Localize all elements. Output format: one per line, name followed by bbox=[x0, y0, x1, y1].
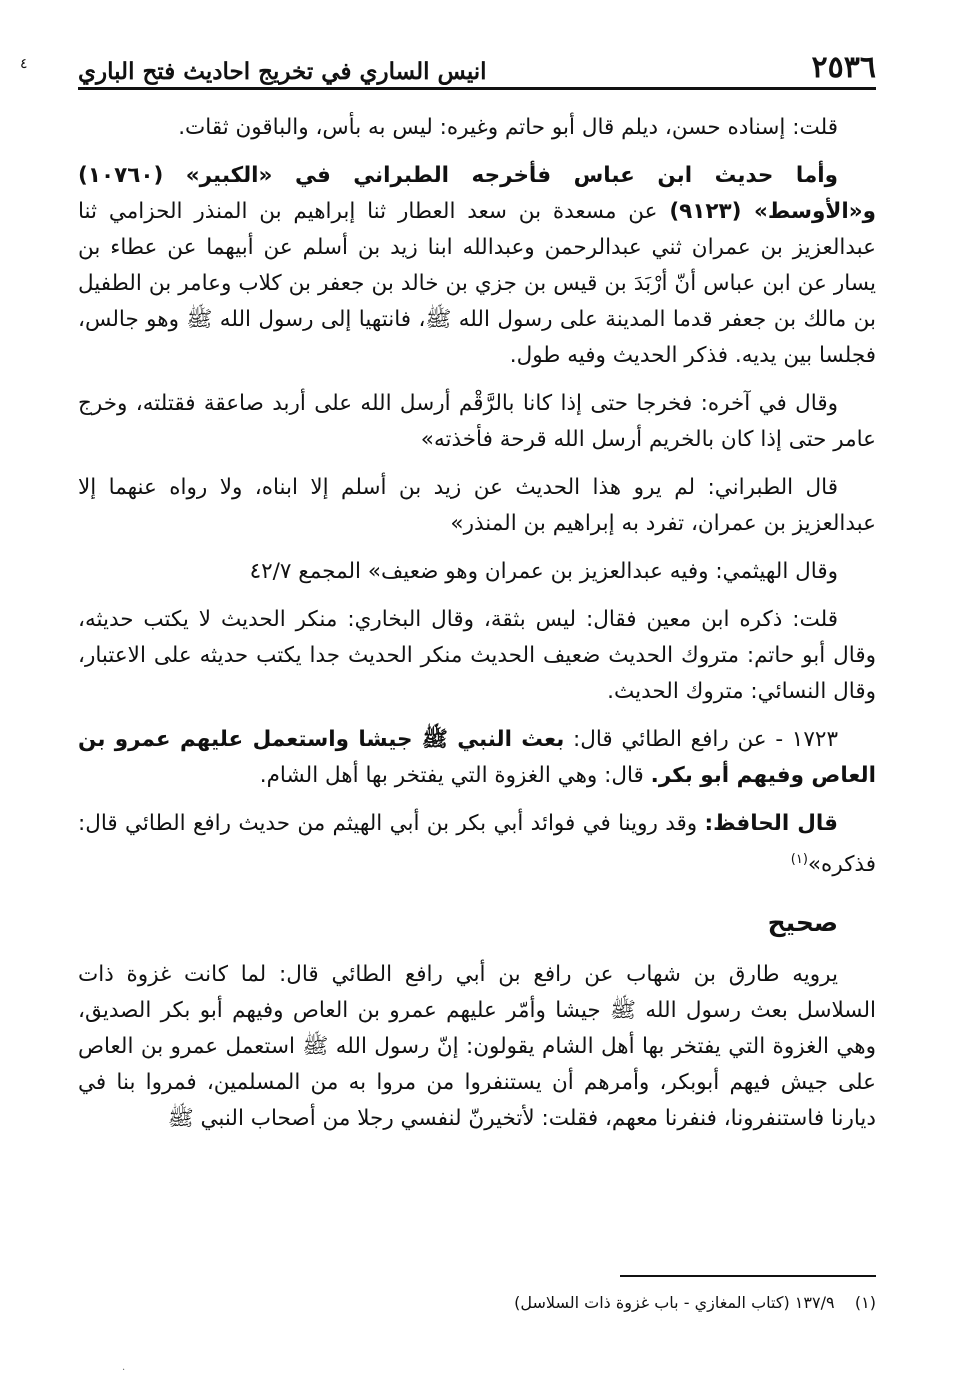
paragraph-1 bbox=[78, 110, 876, 146]
footnote-marker: (١) bbox=[854, 1293, 876, 1312]
paragraph-3 bbox=[78, 386, 876, 458]
paragraph-1-text: قلت: إسناده حسن، ديلم قال أبو حاتم وغيره: ليس به بأس، والباقون ثقات. bbox=[178, 115, 838, 140]
paragraph-after-1-text: يرويه طارق بن شهاب عن رافع بن أبي رافع الطائي قال: لما كانت غزوة ذات السلاسل بعث رسول الله ﷺ جيشا وأمّر عليهم عمرو بن العاص وفيهم أبو بكر الصديق، وهي الغزوة التي يفتخر بها أهل الشام يقولون: إنّ رسول الله ﷺ استعمل عمرو بن العاص على جيش فيهم أبوبكر، وأمرهم أن يستنفروا من مروا به من المسلمين، فمروا بنا في ديارنا فاستنفرونا، فنفرنا معهم، فقلت: لأتخيرنّ لنفسي رجلا من أصحاب النبي ﷺ bbox=[78, 962, 876, 1132]
paragraph-2 bbox=[78, 158, 876, 374]
paragraph-5 bbox=[78, 554, 876, 590]
footnote-ref-number: ١٣٧/٩ bbox=[794, 1293, 835, 1312]
page-number: ٢٥٣٦ bbox=[811, 50, 876, 85]
hadith-matn: بعث النبي ﷺ جيشا واستعمل عليهم عمرو بن العاص وفيهم أبو بكر. bbox=[78, 727, 876, 788]
paragraph-2-bold: وأما حديث ابن عباس فأخرجه الطبراني في «الكبير» (١٠٧٦٠) و«الأوسط» (٩١٢٣) bbox=[78, 163, 876, 224]
paragraph-6-text: قلت: ذكره ابن معين فقال: ليس بثقة، وقال البخاري: منكر الحديث لا يكتب حديثه، وقال أبو حاتم: متروك الحديث ضعيف الحديث منكر الحديث جدا يكتب حديثه على الاعتبار، وقال النسائي: متروك الحديث. bbox=[78, 607, 876, 704]
hafiz-label: قال الحافظ: bbox=[704, 811, 838, 836]
hadith-number-text: ١٧٢٣ - عن رافع الطائي قال: bbox=[564, 727, 838, 752]
paragraph-2-text: عن مسعدة بن سعد العطار ثنا إبراهيم بن المنذر الحزامي ثنا عبدالعزيز بن عمران ثني عبدالرحمن وعبدالله ابنا زيد بن أسلم عن أبيهما عن عطاء بن يسار عن ابن عباس أنّ أرْبَدَ بن قيس بن جزي بن خالد بن جعفر بن كلاب وعامر بن الطفيل بن مالك بن جعفر قدما المدينة على رسول الله ﷺ، فانتهيا إلى رسول الله ﷺ وهو جالس، فجلسا بين يديه. فذكر الحديث وفيه طول. bbox=[78, 199, 876, 368]
footnote-ref: (١) bbox=[790, 852, 808, 867]
footnote-divider bbox=[620, 1275, 876, 1277]
page-speck: . bbox=[122, 1362, 126, 1373]
page-body bbox=[78, 110, 876, 1149]
paragraph-5-text: وقال الهيثمي: وفيه عبدالعزيز بن عمران وهو ضعيف» المجمع ٤٢/٧ bbox=[249, 559, 838, 584]
section-heading: صحيح bbox=[767, 908, 838, 938]
footnote-text: (كتاب المغازي - باب غزوة ذات السلاسل) bbox=[514, 1293, 790, 1312]
running-title: انيس الساري في تخريج احاديث فتح الباري bbox=[78, 58, 487, 85]
page-header bbox=[78, 40, 876, 90]
footnote bbox=[200, 1290, 876, 1316]
hafiz-text: وقد روينا في فوائد أبي بكر بن أبي الهيثم من حديث رافع الطائي قال: فذكره» bbox=[78, 811, 876, 878]
paragraph-4 bbox=[78, 470, 876, 542]
edge-mark: ٤ bbox=[20, 56, 28, 72]
paragraph-4-text: قال الطبراني: لم يرو هذا الحديث عن زيد بن أسلم إلا ابناه، ولا رواه عنهما إلا عبدالعزيز بن عمران، تفرد به إبراهيم بن المنذر» bbox=[78, 475, 876, 536]
paragraph-after-1 bbox=[78, 957, 876, 1137]
paragraph-6 bbox=[78, 602, 876, 710]
hadith-tail: قال: وهي الغزوة التي يفتخر بها أهل الشام. bbox=[259, 763, 651, 788]
paragraph-hafiz bbox=[78, 806, 876, 883]
hadith-1723 bbox=[78, 722, 876, 794]
paragraph-3-text: وقال في آخره: فخرجا حتى إذا كانا بالرَّقْم أرسل الله على أربد صاعقة فقتلته، وخرج عامر حتى إذا كان بالخريم أرسل الله قرحة فأخذته» bbox=[78, 391, 876, 452]
